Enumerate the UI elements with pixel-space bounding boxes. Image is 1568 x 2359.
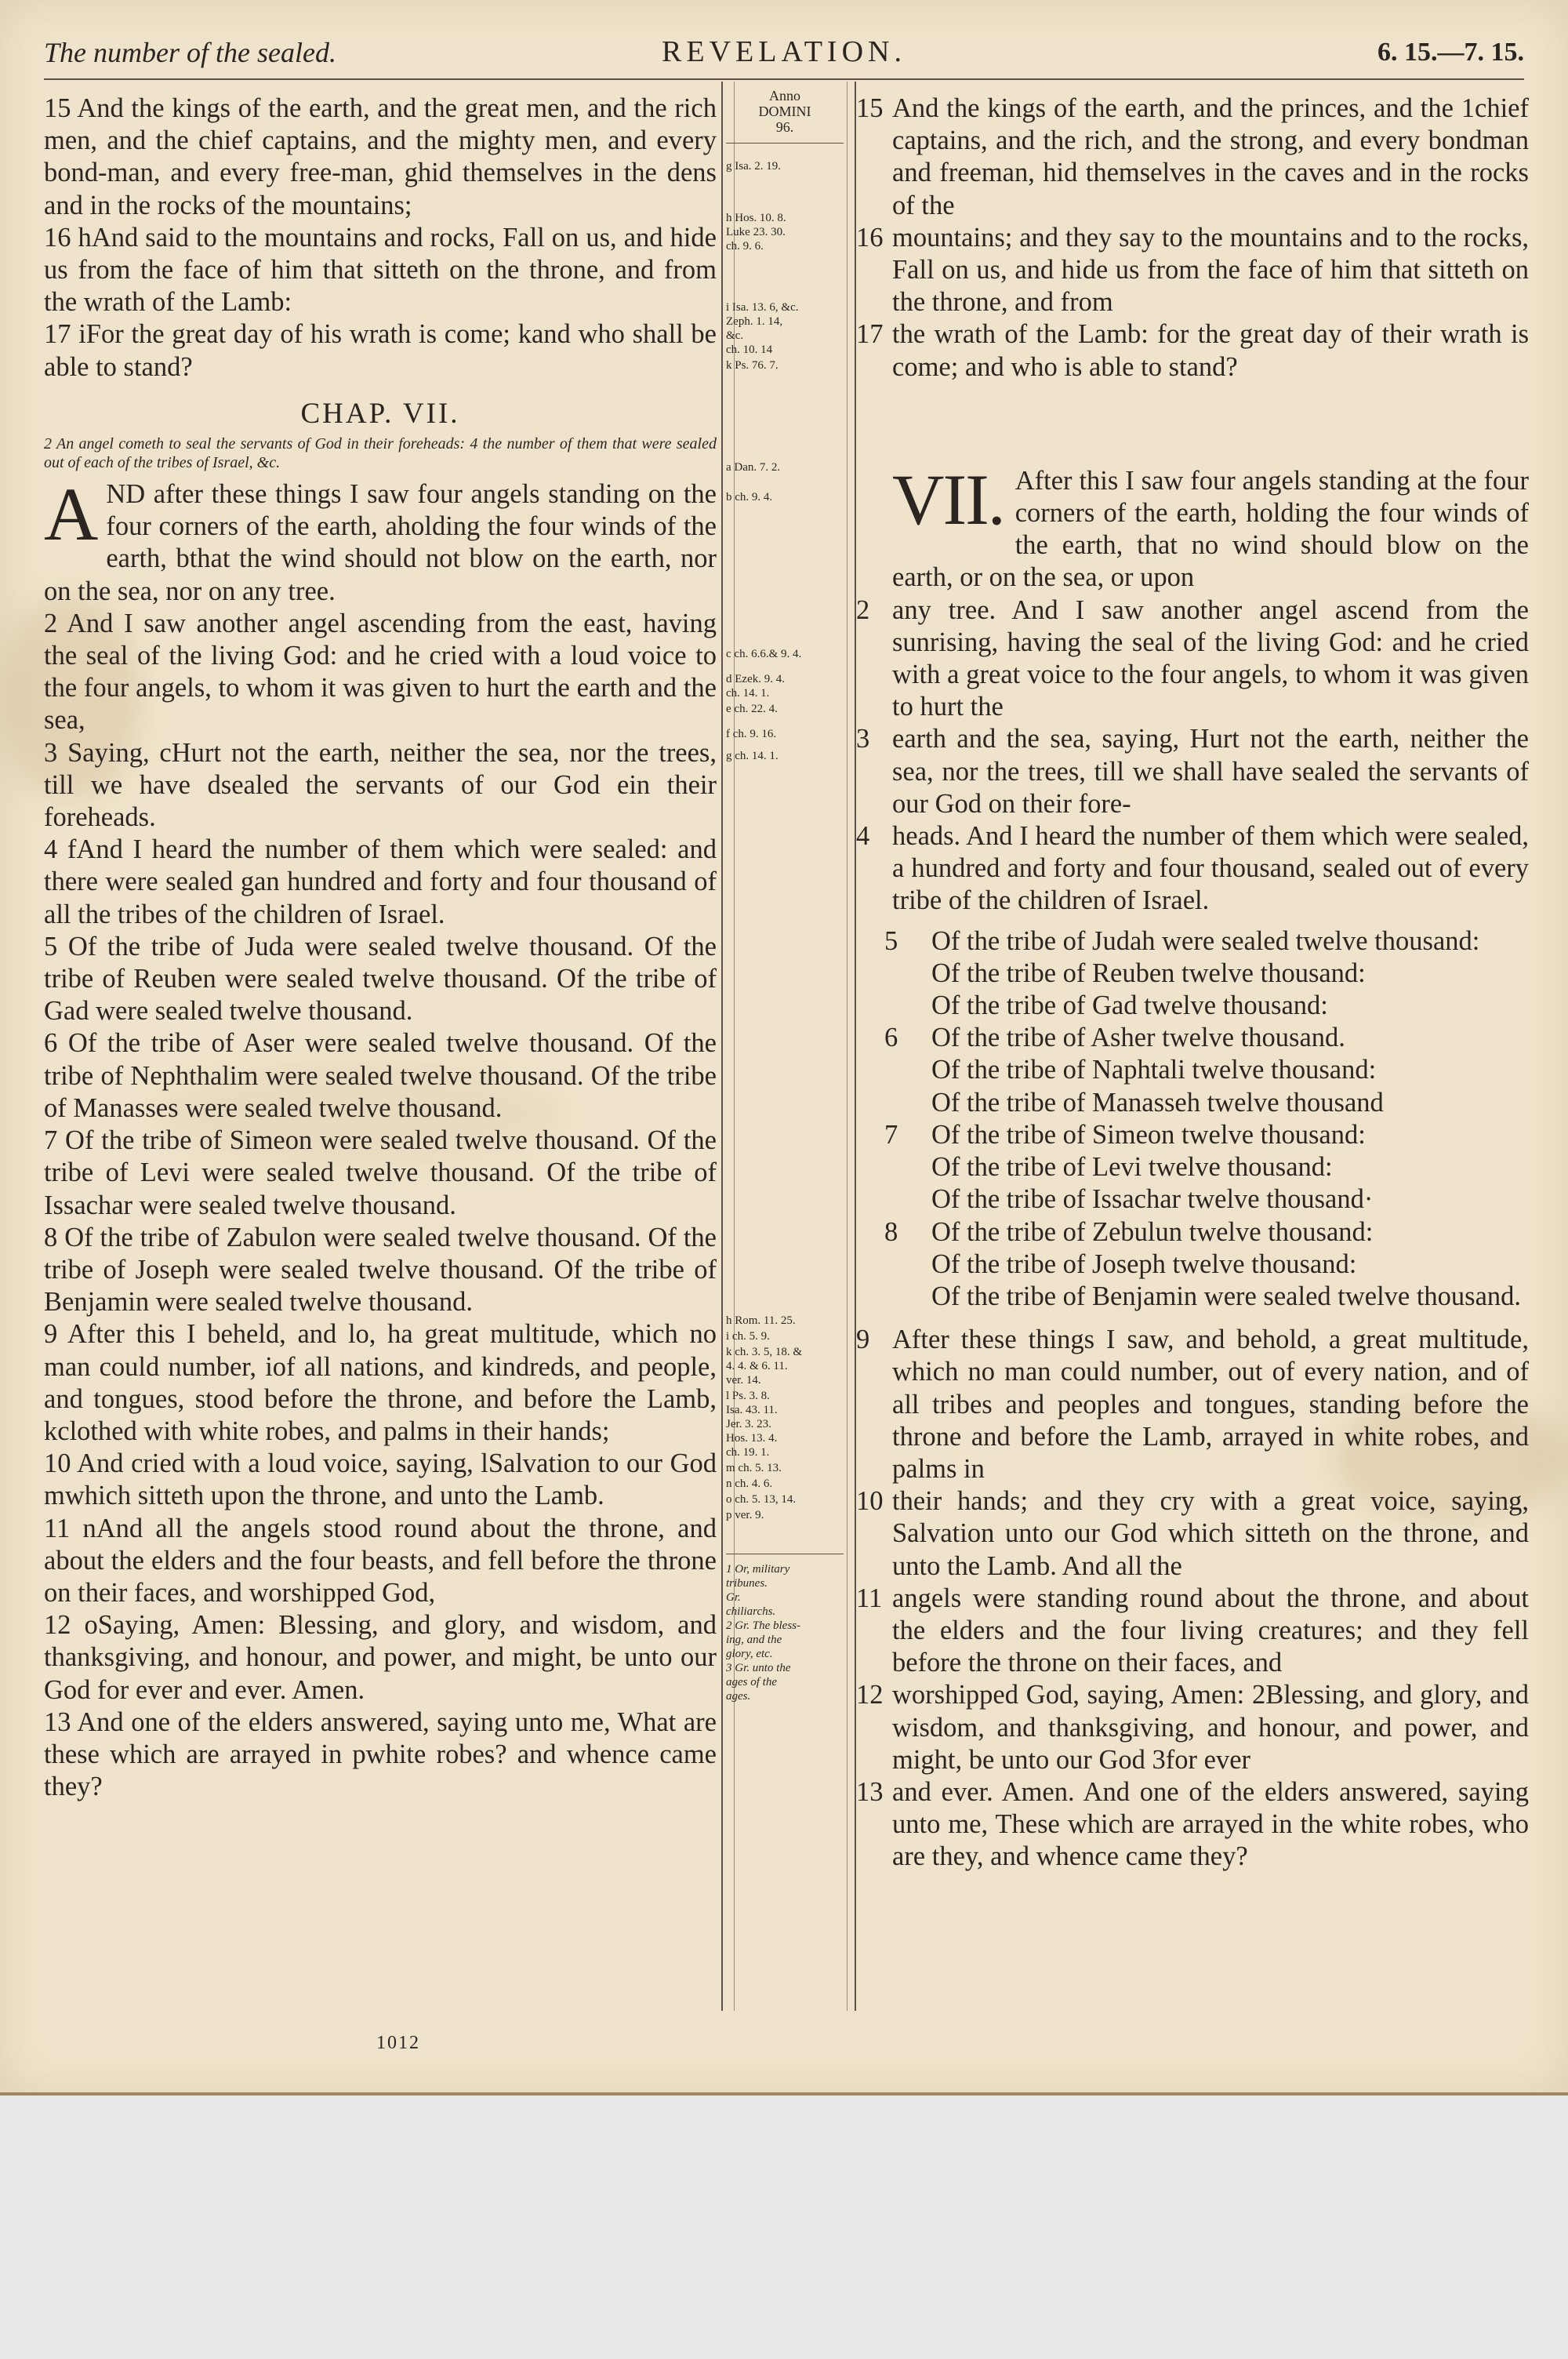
verse-number: 17 [856,319,884,350]
verse-7-10: 10 And cried with a loud voice, saying, lSalvation to our God mwhich sitteth upon the throne, and unto the Lamb. [44,1448,717,1511]
rv-verse-2: 2 any tree. And I saw another angel ascend from the sunrising, having the seal of the living God: and he cried with a great voice to the four angels, to whom it was given to hurt the [856,594,1529,722]
rv-tribe-line: 6 Of the tribe of Asher twelve thousand. [884,1023,1345,1053]
rv-verse-4: 4 heads. And I heard the number of them which were sealed, a hundred and forty and four thousand, sealed out of every tribe of the children of Israel. [856,821,1529,916]
cross-reference: h Hos. 10. 8. Luke 23. 30. ch. 9. 6. [726,212,786,253]
cross-reference: g ch. 14. 1. [726,750,779,762]
rv-tribe-line: Of the tribe of Manasseh twelve thousand [931,1087,1384,1118]
verse-7-7: 7 Of the tribe of Simeon were sealed twelve thousand. Of the tribe of Levi were sealed twelve thousand. Of the tribe of Issachar were sealed twelve thousand. [44,1125,717,1220]
verse-7-9: 9 After this I beheld, and lo, ha great multitude, which no man could number, iof all nations, and kindreds, and people, and tongues, stood before the throne, and before the Lamb, kclothed with white robes, and palms in their hands; [44,1319,717,1446]
verse-6-17: 17 iFor the great day of his wrath is come; kand who shall be able to stand? [44,319,717,382]
rv-chapter-7-1: VII. After this I saw four angels standing at the four corners of the earth, holding the four winds of the earth, that no wind should blow on the earth, or on the sea, or upon [892,459,1529,593]
rv-tribe-line: 8 Of the tribe of Zebulun twelve thousand: [884,1216,1374,1247]
page-edge [0,2092,1568,2095]
revised-footnotes: 1 Or, military tribunes. Gr. chiliarchs. 2 Gr. The bless- ing, and the glory, etc. 3 Gr. unto the ages of the ages. [726,1563,801,1703]
rv-verse-15: 15 And the kings of the earth, and the princes, and the 1chief captains, and the rich, and the strong, and every bondman and freeman, hid themselves in the caves and in the rocks of the [856,93,1529,220]
page-header [44,31,1524,71]
verse-number: 4 [856,821,870,852]
rv-tribe-line: Of the tribe of Issachar twelve thousand· [931,1184,1374,1215]
verse-number: 2 [856,594,870,625]
verse-7-8: 8 Of the tribe of Zabulon were sealed twelve thousand. Of the tribe of Joseph were sealed twelve thousand. Of the tribe of Benjamin were sealed twelve thousand. [44,1222,717,1318]
cross-reference: a Dan. 7. 2. [726,461,781,474]
rv-tribe-line: Of the tribe of Gad twelve thousand: [931,990,1328,1021]
cross-reference: c ch. 6.6.& 9. 4. [726,648,802,660]
anno-domini: Anno DOMINI 96. [758,88,811,135]
header-rule [44,78,1524,80]
cross-reference: d Ezek. 9. 4. ch. 14. 1. [726,673,785,700]
cross-reference: n ch. 4. 6. [726,1478,773,1490]
margin-references [726,88,844,1715]
page-number: 1012 [376,2033,420,2053]
verse-number: 16 [856,222,884,253]
rv-tribe-line: Of the tribe of Benjamin were sealed twelve thousand. [931,1281,1522,1311]
rv-verse-13: 13 and ever. Amen. And one of the elders answered, saying unto me, These which are arrayed in the white robes, who are they, and whence came they? [856,1776,1529,1872]
column-rule [847,82,848,2011]
cross-reference: p ver. 9. [726,1509,764,1521]
cross-reference: i Isa. 13. 6, &c. Zeph. 1. 14, &c. ch. 10. 14 [726,301,799,356]
cross-reference: l Ps. 3. 8. Isa. 43. 11. Jer. 3. 23. Hos. 13. 4. ch. 19. 1. [726,1390,778,1459]
verse-7-13: 13 And one of the elders answered, saying unto me, What are these which are arrayed in pwhite robes? and whence came they? [44,1707,717,1802]
chapter-verse-range: 6. 15.—7. 15. [1377,38,1524,67]
chapter-summary: 2 An angel cometh to seal the servants of God in their foreheads: 4 the number of them that were sealed out of each of the tribes of Israel, &c. [44,435,717,472]
margin-rule [726,143,844,144]
verse-7-3: 3 Saying, cHurt not the earth, neither the sea, nor the trees, till we have dsealed the servants of our God ein their foreheads. [44,737,717,833]
rv-tribe-line: Of the tribe of Reuben twelve thousand: [931,958,1366,988]
verse-number: 13 [856,1776,884,1807]
verse-number: 12 [856,1680,884,1710]
chapter-heading: CHAP. VII. [300,397,460,430]
cross-reference: f ch. 9. 16. [726,728,777,740]
rv-tribe-line: 7 Of the tribe of Simeon twelve thousand: [884,1119,1366,1150]
rv-verse-11: 11 angels were standing round about the throne, and about the elders and the four living creatures; and they fell before the throne on their faces, and [856,1583,1529,1678]
verse-7-6: 6 Of the tribe of Aser were sealed twelve thousand. Of the tribe of Nephthalim were sealed twelve thousand. Of the tribe of Manasses were sealed twelve thousand. [44,1028,717,1123]
rv-tribe-line: 5 Of the tribe of Judah were sealed twelve thousand: [884,925,1480,956]
book-title: REVELATION. [662,35,906,68]
verse-7-4: 4 fAnd I heard the number of them which were sealed: and there were sealed gan hundred and forty and four thousand of all the tribes of the children of Israel. [44,834,717,929]
verse-7-2: 2 And I saw another angel ascending from the east, having the seal of the living God: and he cried with a loud voice to the four angels, to whom it was given to hurt the earth and the sea, [44,608,717,736]
cross-reference: o ch. 5. 13, 14. [726,1493,797,1506]
cross-reference: k Ps. 76. 7. [726,359,779,372]
verse-7-5: 5 Of the tribe of Juda were sealed twelve thousand. Of the tribe of Reuben were sealed twelve thousand. Of the tribe of Gad were sealed twelve thousand. [44,931,717,1027]
cross-reference: i ch. 5. 9. [726,1330,770,1343]
rv-tribe-line: Of the tribe of Joseph twelve thousand: [931,1249,1357,1279]
verse-6-16: 16 hAnd said to the mountains and rocks, Fall on us, and hide us from the face of him that sitteth on the throne, and from the wrath of the Lamb: [44,222,717,318]
rv-verse-12: 12 worshipped God, saying, Amen: 2Blessing, and glory, and wisdom, and thanksgiving, and honour, and power, and might, be unto our God 3for ever [856,1680,1529,1775]
rv-verse-16: 16 mountains; and they say to the mountains and to the rocks, Fall on us, and hide us from the face of him that sitteth on the throne, and from [856,222,1529,318]
cross-reference: m ch. 5. 13. [726,1462,782,1474]
rv-verse-3: 3 earth and the sea, saying, Hurt not the earth, neither the sea, nor the trees, till we shall have sealed the servants of our God on their fore- [856,724,1529,819]
cross-reference: b ch. 9. 4. [726,491,773,503]
rv-verse-17: 17 the wrath of the Lamb: for the great day of their wrath is come; and who is able to stand? [856,319,1529,382]
rv-tribe-line: Of the tribe of Levi twelve thousand: [931,1152,1333,1183]
verse-7-12: 12 oSaying, Amen: Blessing, and glory, and wisdom, and thanksgiving, and honour, and power, and might, be unto our God for ever and ever. Amen. [44,1610,717,1705]
column-rule [721,82,723,2011]
rv-verse-10: 10 their hands; and they cry with a great voice, saying, Salvation unto our God which sitteth on the throne, and unto the Lamb. And all the [856,1486,1529,1581]
rv-verse-9: 9 After these things I saw, and behold, a great multitude, which no man could number, out of every nation, and of all tribes and peoples and tongues, standing before the throne and before the Lamb, arrayed in white robes, and palms in [856,1325,1529,1484]
verse-number: 15 [856,93,884,123]
verse-7-1 [44,472,717,608]
cross-reference: h Rom. 11. 25. [726,1314,796,1327]
running-title: The number of the sealed. [44,37,336,68]
chapter-numeral: VII. [892,459,1004,540]
revised-column [856,93,1529,1874]
verse-number: 10 [856,1486,884,1517]
verse-7-11: 11 nAnd all the angels stood round about the throne, and about the elders and the four beasts, and fell before the throne on their faces, and worshipped God, [44,1513,717,1608]
verse-number: 11 [856,1583,883,1613]
verse-6-15: 15 And the kings of the earth, and the great men, and the rich men, and the chief captains, and the mighty men, and every bond-man, and every free-man, ghid themselves in the dens and in the rocks of the mountains; [44,93,717,220]
verse-7-1-text: ND after these things I saw four angels standing on the four corners of the earth, aholding the four winds of the earth, bthat the wind should not blow on the earth, nor on the sea, nor on any tree. [44,479,717,606]
verse-number: 9 [856,1325,870,1355]
drop-capital: A [44,472,99,557]
kjv-column [44,93,717,1803]
verse-number: 3 [856,724,870,754]
cross-reference: e ch. 22. 4. [726,703,778,715]
cross-reference: k ch. 3. 5, 18. & 4. 4. & 6. 11. ver. 14. [726,1346,803,1387]
rv-tribe-line: Of the tribe of Naphtali twelve thousand: [931,1055,1377,1085]
cross-reference: g Isa. 2. 19. [726,160,781,173]
